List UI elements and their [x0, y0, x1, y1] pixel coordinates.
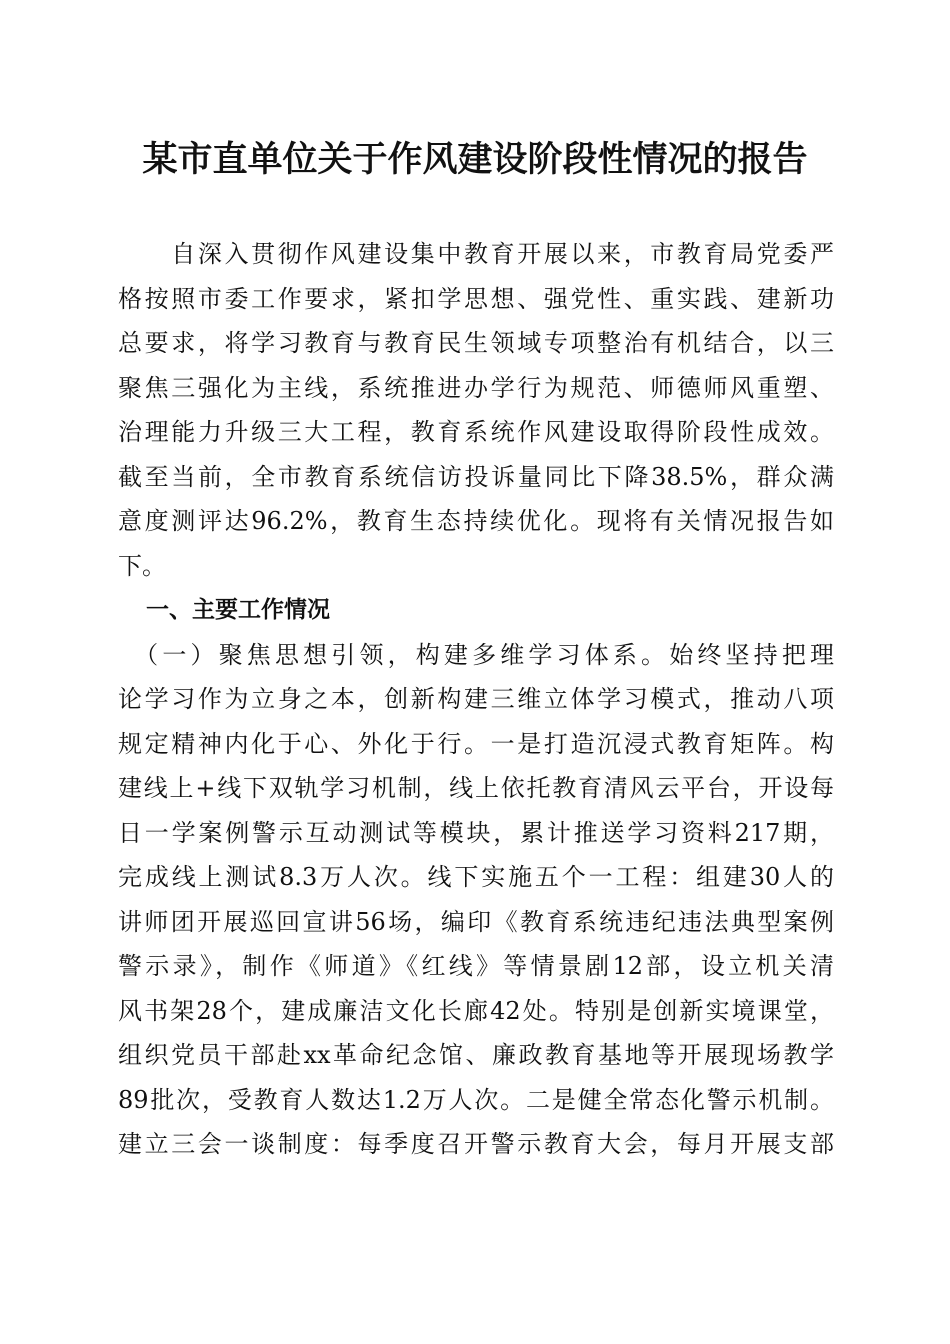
- intro-line-2: 格按照市委工作要求，紧扣学思想、强党性、重实践、建新功: [118, 284, 834, 313]
- section-line-7: 讲师团开展巡回宣讲56场，编印《教育系统违纪违法典型案例: [118, 907, 834, 936]
- section-line-4: 建线上+线下双轨学习机制，线上依托教育清风云平台，开设每: [118, 774, 834, 802]
- section-line-3: 规定精神内化于心、外化于行。一是打造沉浸式教育矩阵。构: [118, 729, 834, 758]
- document-body: [118, 232, 834, 1167]
- section-line-10: 组织党员干部赴xx革命纪念馆、廉政教育基地等开展现场教学: [118, 1041, 834, 1069]
- section-line-5: 日一学案例警示互动测试等模块，累计推送学习资料217期，: [118, 818, 834, 847]
- section-line-2: 论学习作为立身之本，创新构建三维立体学习模式，推动八项: [118, 685, 834, 713]
- intro-line-5: 治理能力升级三大工程，教育系统作风建设取得阶段性成效。: [118, 418, 834, 446]
- section-line-9: 风书架28个，建成廉洁文化长廊42处。特别是创新实境课堂，: [118, 996, 834, 1025]
- intro-line-8: 下。: [118, 551, 166, 580]
- section-line-1: （一）聚焦思想引领，构建多维学习体系。始终坚持把理: [118, 640, 834, 669]
- document-title: 某市直单位关于作风建设阶段性情况的报告: [142, 139, 808, 180]
- section-line-8: 警示录》，制作《师道》《红线》等情景剧12部，设立机关清: [118, 952, 834, 980]
- section-line-11: 89批次，受教育人数达1.2万人次。二是健全常态化警示机制。: [118, 1085, 834, 1114]
- intro-line-7: 意度测评达96.2%，教育生态持续优化。现将有关情况报告如: [118, 507, 834, 535]
- intro-line-3: 总要求，将学习教育与教育民生领域专项整治有机结合，以三: [118, 329, 834, 357]
- section-heading: 一、主要工作情况: [146, 597, 330, 623]
- intro-line-4: 聚焦三强化为主线，系统推进办学行为规范、师德师风重塑、: [118, 373, 834, 402]
- section-line-6: 完成线上测试8.3万人次。线下实施五个一工程：组建30人的: [118, 863, 834, 891]
- intro-line-1: 自深入贯彻作风建设集中教育开展以来，市教育局党委严: [118, 240, 834, 268]
- section-line-12: 建立三会一谈制度：每季度召开警示教育大会，每月开展支部: [118, 1130, 834, 1158]
- intro-line-6: 截至当前，全市教育系统信访投诉量同比下降38.5%，群众满: [118, 462, 834, 491]
